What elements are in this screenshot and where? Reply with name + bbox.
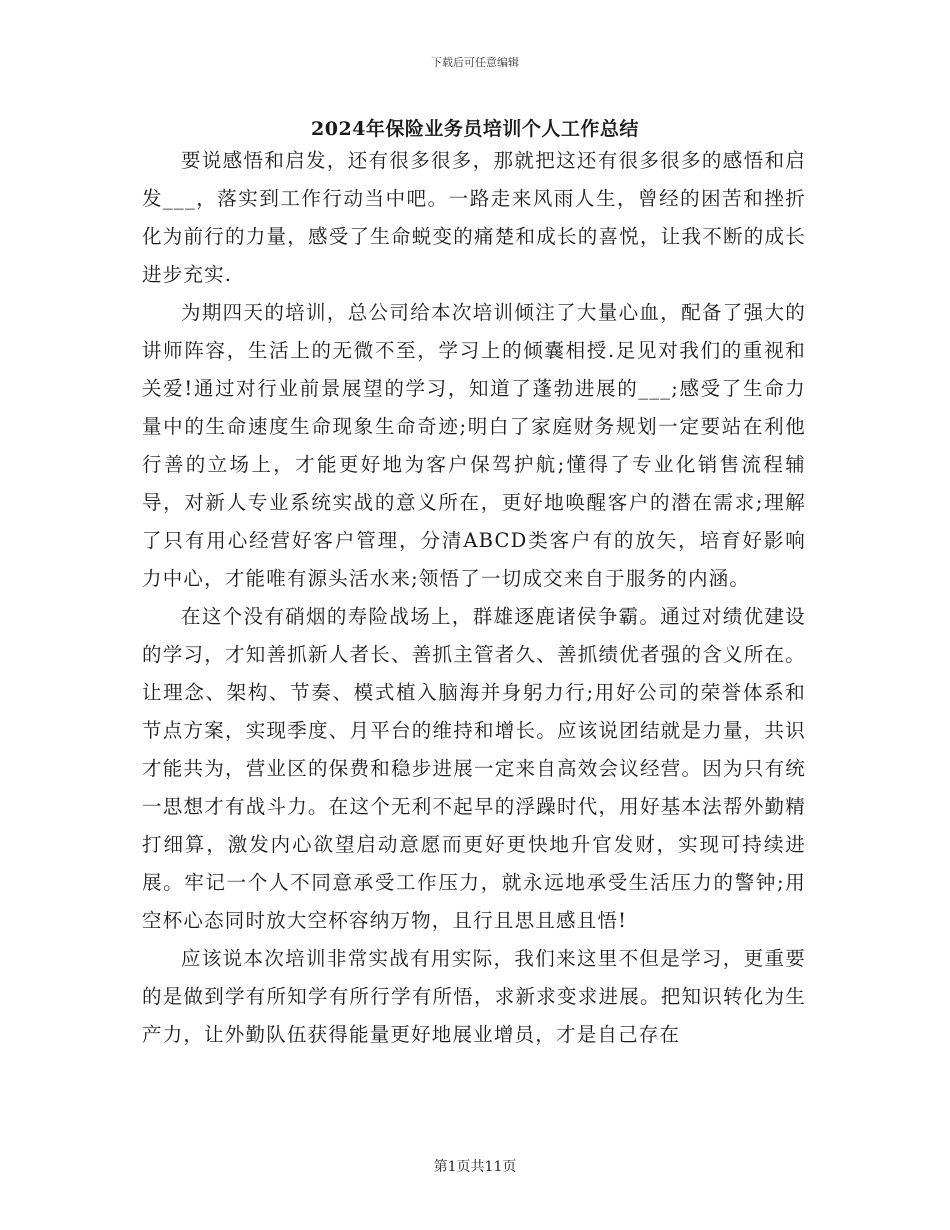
paragraph: 在这个没有硝烟的寿险战场上，群雄逐鹿诸侯争霸。通过对绩优建设的学习，才知善抓新人者长、善抓主管者久、善抓绩优者强的含义所在。让理念、架构、节奏、模式植入脑海并身躬力行;用好公司的荣誉体系和节点方案，实现季度、月平台的维持和增长。应该说团结就是力量，共识才能共为，营业区的保费和稳步进展一定来自高效会议经营。因为只有统一思想才有战斗力。在这个无利不起早的浮躁时代，用好基本法帮外勤精打细算，激发内心欲望启动意愿而更好更快地升官发财，实现可持续进展。牢记一个人不同意承受工作压力，就永远地承受生活压力的警钟;用空杯心态同时放大空杯容纳万物，且行且思且感且悟! xyxy=(142,605,806,932)
paragraph: 要说感悟和启发，还有很多很多，那就把这还有很多很多的感悟和启发___，落实到工作行动当中吧。一路走来风雨人生，曾经的困苦和挫折化为前行的力量，感受了生命蜕变的痛楚和成长的喜悦，让我不断的成长进步充实. xyxy=(142,149,806,286)
paragraph: 应该说本次培训非常实战有用实际，我们来这里不但是学习，更重要的是做到学有所知学有所行学有所悟，求新求变求进展。把知识转化为生产力，让外勤队伍获得能量更好地展业增员，才是自己存在 xyxy=(142,947,806,1046)
document-title: 2024年保险业务员培训个人工作总结 xyxy=(311,118,639,140)
paragraph: 为期四天的培训，总公司给本次培训倾注了大量心血，配备了强大的讲师阵容，生活上的无微不至，学习上的倾囊相授.足见对我们的重视和关爱!通过对行业前景展望的学习，知道了蓬勃进展的___;感受了生命力量中的生命速度生命现象生命奇迹;明白了家庭财务规划一定要站在利他行善的立场上，才能更好地为客户保驾护航;懂得了专业化销售流程辅导，对新人专业系统实战的意义所在，更好地唤醒客户的潜在需求;理解了只有用心经营好客户管理，分清ABCD类客户有的放矢，培育好影响力中心，才能唯有源头活水来;领悟了一切成交来自于服务的内涵。 xyxy=(142,301,806,590)
document-body xyxy=(142,142,806,1054)
page-number-footer: 第1页共11页 xyxy=(433,1159,517,1175)
page-header-note: 下载后可任意编辑 xyxy=(431,56,519,69)
